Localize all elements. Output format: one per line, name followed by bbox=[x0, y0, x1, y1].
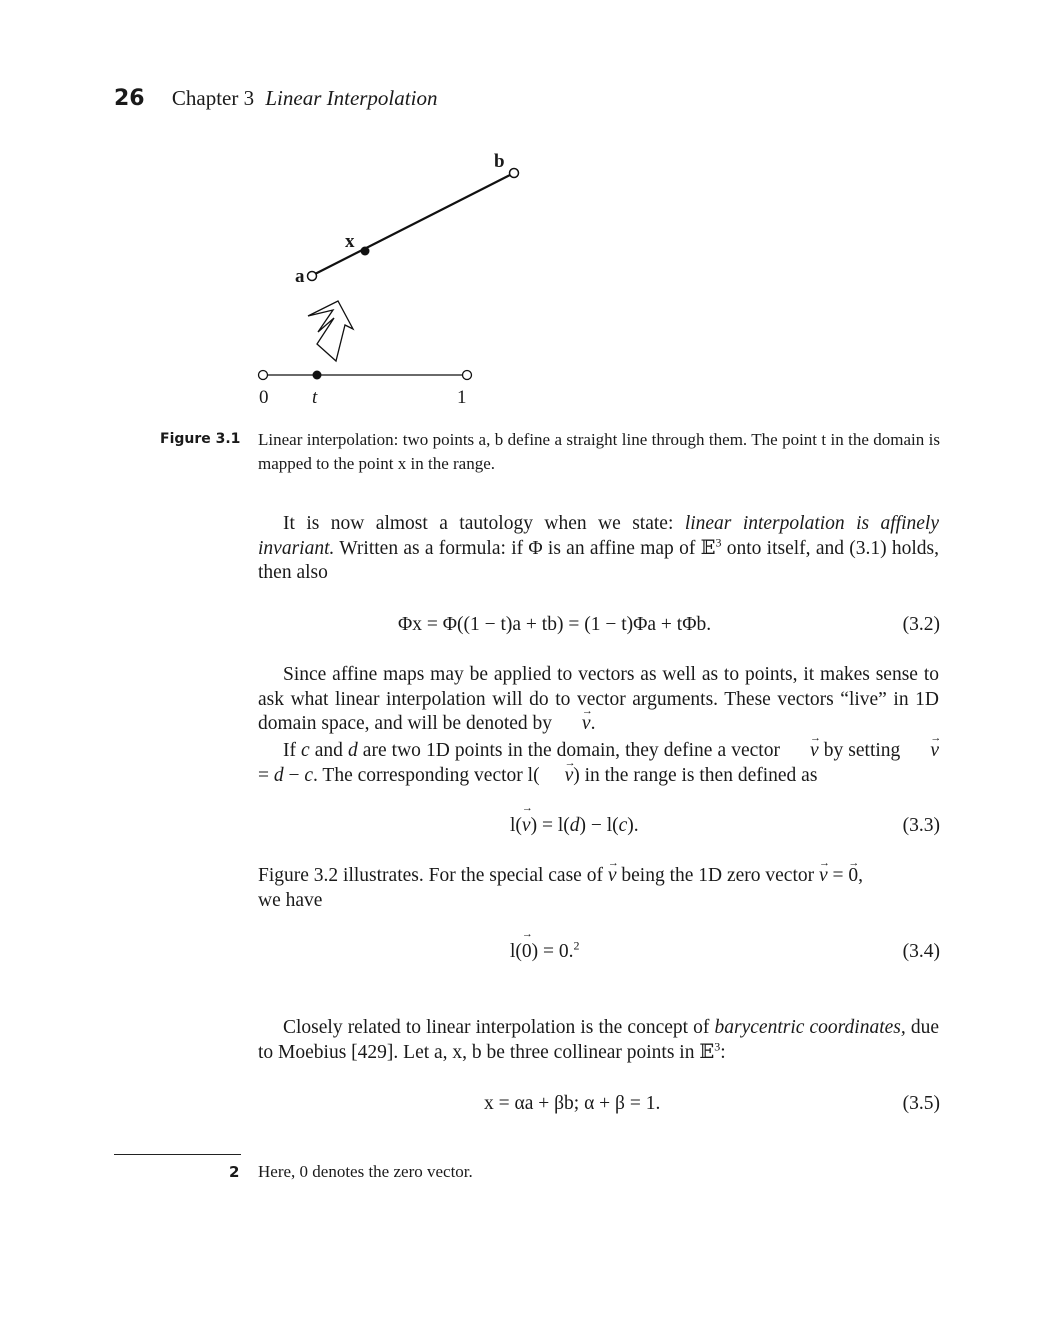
paragraph-vector-arguments: Since affine maps may be applied to vectors as well as to points, it makes sense to ask what linear interpolation will do to vector arguments. These vectors “live” in 1D domain space, and will be denoted by → v. bbox=[258, 663, 939, 737]
paragraph-zero-vector: Figure 3.2 illustrates. For the special case of → v being the 1D zero vector → v = → 0, we have bbox=[258, 864, 939, 913]
footnote-divider bbox=[114, 1154, 241, 1155]
footnote-text: Here, 0 denotes the zero vector. bbox=[258, 1162, 473, 1181]
label-t: t bbox=[312, 387, 318, 408]
figure-3-1 bbox=[250, 150, 550, 420]
equation-3-4 bbox=[258, 938, 940, 967]
footnote-number: 2 bbox=[229, 1163, 240, 1181]
chapter-label: Chapter 3 bbox=[171, 86, 255, 110]
label-b: b bbox=[494, 151, 505, 172]
domain-t-marker bbox=[313, 371, 322, 380]
equation-body: x = αa + βb; α + β = 1. bbox=[484, 1093, 661, 1114]
domain-start-marker bbox=[259, 371, 268, 380]
figure-caption-label: Figure 3.1 bbox=[160, 431, 241, 447]
page-number: 26 bbox=[114, 86, 145, 111]
chapter-title: Linear Interpolation bbox=[265, 86, 438, 110]
label-one: 1 bbox=[457, 387, 467, 408]
point-x-marker bbox=[361, 247, 370, 256]
equation-3-3 bbox=[258, 815, 940, 841]
paragraph-affine-invariance: It is now almost a tautology when we state: linear interpolation is affinely invariant. Written as a formula: if Φ is an affine map of 𝔼$^3$ onto itself, and (3.1) holds, then also bbox=[258, 513, 940, 583]
equation-number: (3.2) bbox=[902, 614, 940, 635]
equation-body: Φx = Φ((1 − t)a + tb) = (1 − t)Φa + tΦb. bbox=[398, 614, 712, 635]
label-zero: 0 bbox=[259, 387, 269, 408]
paragraph-barycentric: Closely related to linear interpolation is the concept of barycentric coordinates, due to Moebius [429]. Let a, x, b be three collinear points in 𝔼$^3$: bbox=[258, 1017, 939, 1063]
label-x: x bbox=[345, 231, 355, 252]
equation-number: (3.3) bbox=[902, 815, 940, 836]
point-b-marker bbox=[510, 169, 519, 178]
label-a: a bbox=[295, 266, 305, 287]
domain-end-marker bbox=[463, 371, 472, 380]
equation-3-2 bbox=[258, 614, 940, 640]
figure-caption: Linear interpolation: two points a, b define a straight line through them. The point t in the domain is mapped to the point x in the range. bbox=[258, 430, 940, 473]
running-header bbox=[114, 86, 437, 111]
paragraph-vector-definition: If c and d are two 1D points in the domain, they define a vector → v by setting → v = d − c. The corresponding vector l(→ v) in the range is then defined as bbox=[258, 739, 939, 788]
equation-3-5 bbox=[258, 1093, 940, 1119]
equation-number: (3.5) bbox=[902, 1093, 940, 1114]
range-line bbox=[313, 174, 512, 275]
equation-number: (3.4) bbox=[902, 941, 940, 962]
mapping-arrow-icon bbox=[308, 301, 353, 361]
equation-body: l(→ v) = l(d) − l(c). bbox=[510, 815, 639, 837]
equation-body: l(→ 0) = 0.$^2$ bbox=[510, 941, 580, 963]
point-a-marker bbox=[308, 272, 317, 281]
